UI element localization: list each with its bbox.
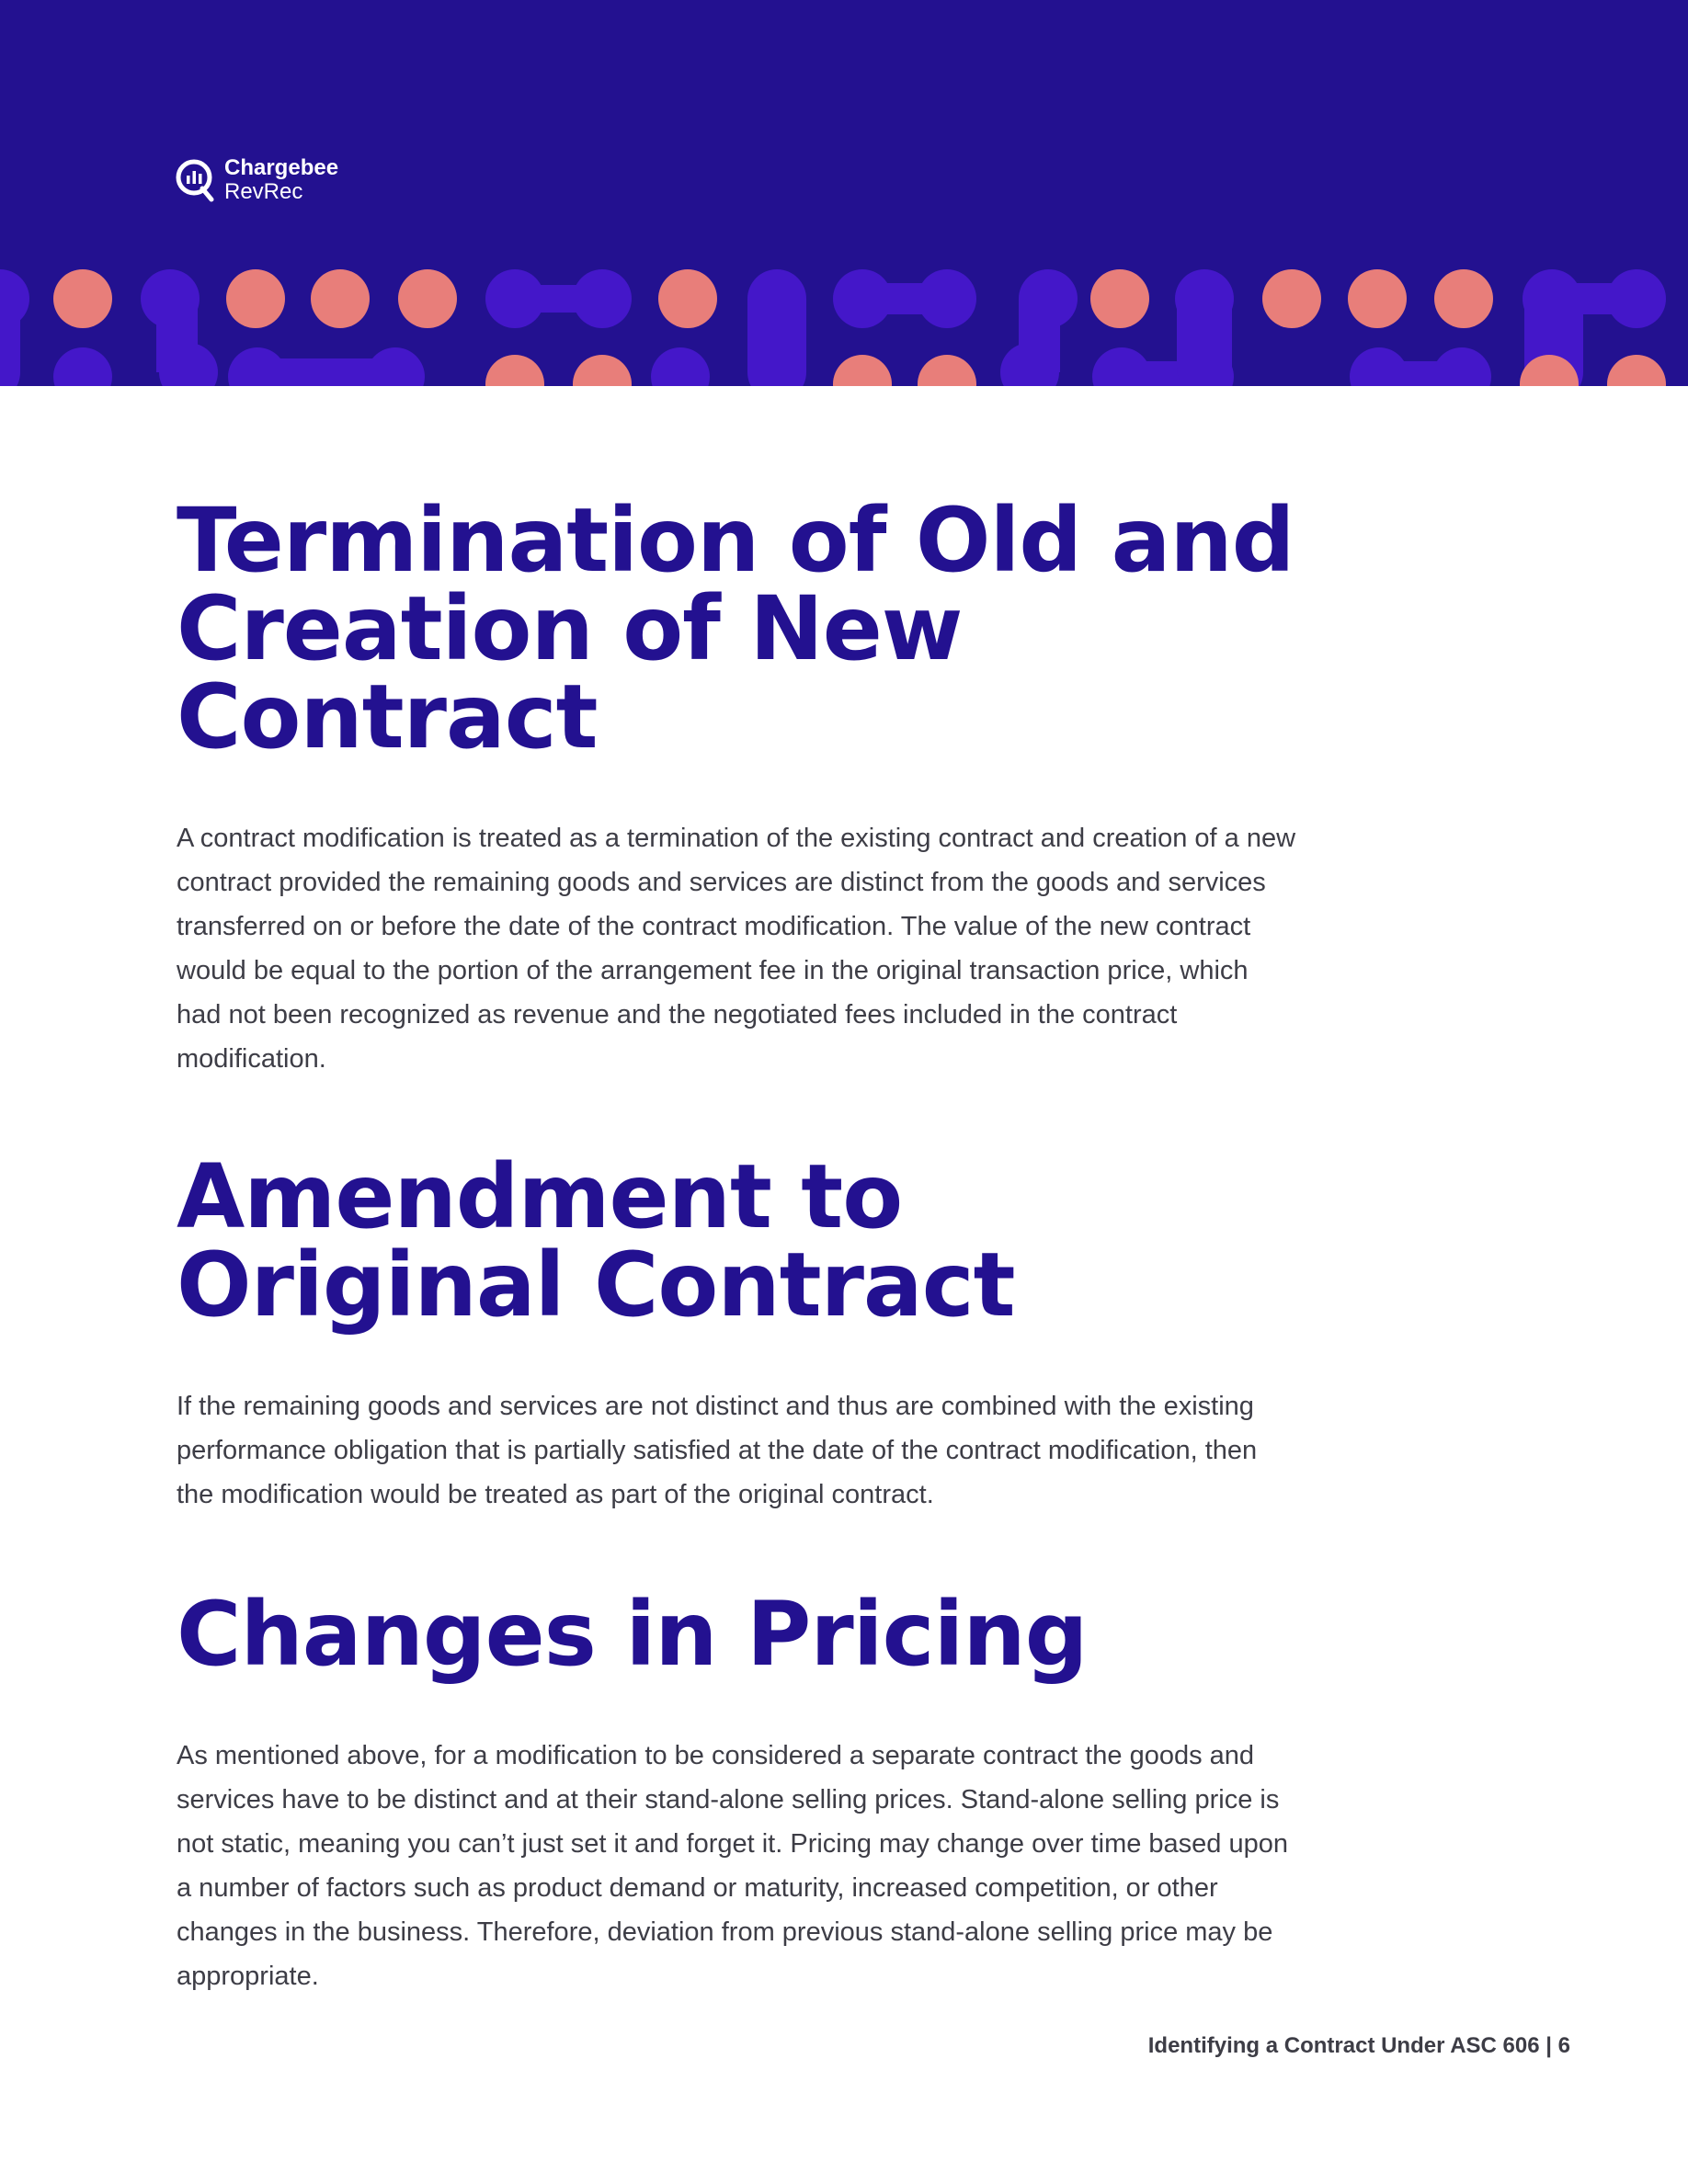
section-body-pricing: As mentioned above, for a modification to be considered a separate contract the goods and services have to be distinct and at their stand-alone selling prices. Stand-alone selling price is not static, meaning you can’t just set it and forget it. Pricing may change over time based upon a number of factors such as product demand or maturity, increased competition, or other changes in the business. Therefore, deviation from previous stand-alone selling price may be appropriate. <box>177 1741 1288 1991</box>
chargebee-logo-icon <box>175 158 215 202</box>
page-footer: Identifying a Contract Under ASC 606 | 6 <box>1147 2033 1570 2058</box>
brand-name: Chargebee <box>224 155 339 180</box>
brand-product: RevRec <box>224 179 303 204</box>
section-heading-pricing: Changes in Pricing <box>177 1583 1088 1686</box>
section-heading-amendment: Amendment to Original Contract <box>177 1145 1015 1337</box>
main-content <box>177 489 1298 1998</box>
page-header-banner <box>0 0 1688 386</box>
section-body-termination: A contract modification is treated as a termination of the existing contract and creation of a new contract provided the remaining goods and services are distinct from the goods and services transferred on or before the date of the contract modification. The value of the new contract would be equal to the portion of the arrangement fee in the original transaction price, which had not been recognized as revenue and the negotiated fees included in the contract modification. <box>177 824 1296 1074</box>
brand-logo <box>175 156 338 204</box>
section-heading-termination: Termination of Old and Creation of New Contract <box>177 489 1295 768</box>
section-body-amendment: If the remaining goods and services are not distinct and thus are combined with the existing performance obligation that is partially satisfied at the date of the contract modification, then the modification would be treated as part of the original contract. <box>177 1392 1258 1509</box>
